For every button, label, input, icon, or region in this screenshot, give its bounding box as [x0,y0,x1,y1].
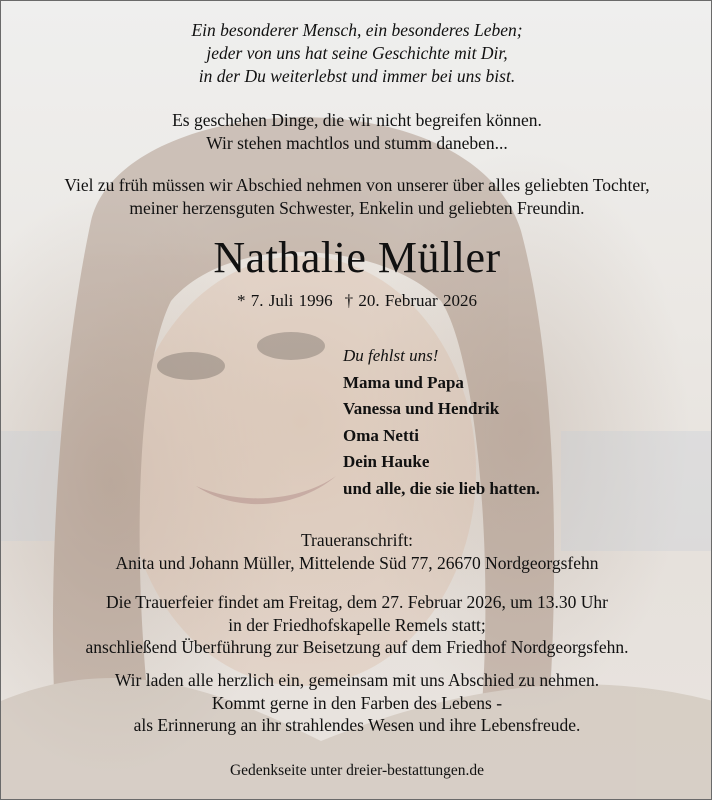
invite-line: als Erinnerung an ihr strahlendes Wesen und ihre Lebensfreude. [133,715,581,735]
invite-line: Wir laden alle herzlich ein, gemeinsam mit uns Abschied zu nehmen. [114,670,600,690]
invitation-paragraph [1,669,712,737]
life-dates [1,290,712,312]
address-text: Anita und Johann Müller, Mittelende Süd 77, 26670 Nordgeorgsfehn [115,553,599,573]
reflection-line: Es geschehen Dinge, die wir nicht begreifen können. [172,110,542,130]
ceremony-line: in der Friedhofskapelle Remels statt; [228,614,486,635]
mourners-intro: Du fehlst uns! [343,346,439,365]
deceased-name: Nathalie Müller [213,233,501,282]
ceremony-line: anschließend Überführung zur Beisetzung auf dem Friedhof Nordgeorgsfehn. [85,637,629,657]
reflection-paragraph [1,109,712,155]
mourner-name: Oma Netti [343,425,420,445]
mourner-name: Mama und Papa [343,372,464,392]
intro-line: in der Du weiterlebst und immer bei uns bist. [198,66,516,86]
mourner-name: Vanessa und Hendrik [343,399,500,418]
memorial-page-link[interactable]: Gedenkseite unter dreier-bestattungen.de [229,762,485,779]
address-label: Traueranschrift: [300,530,414,550]
mourning-address [1,529,712,575]
intro-poem [1,19,712,88]
farewell-paragraph [1,174,712,220]
invite-line: Kommt gerne in den Farben des Lebens - [211,692,503,713]
farewell-line: Viel zu früh müssen wir Abschied nehmen von unserer über alles geliebten Tochter, [64,175,650,195]
birth-date: * 7. Juli 1996 [237,291,333,310]
mourner-name: und alle, die sie lieb hatten. [343,478,540,498]
intro-line: jeder von uns hat seine Geschichte mit Dir, [206,43,508,63]
ceremony-line: Die Trauerfeier findet am Freitag, dem 27. Februar 2026, um 13.30 Uhr [105,592,609,612]
death-date: † 20. Februar 2026 [344,291,477,310]
farewell-line: meiner herzensguten Schwester, Enkelin und geliebten Freundin. [129,198,585,218]
ceremony-info [1,591,712,659]
intro-line: Ein besonderer Mensch, ein besonderes Leben; [191,20,523,40]
mourners-list [343,343,540,502]
reflection-line: Wir stehen machtlos und stumm daneben... [206,133,508,153]
mourner-name: Dein Hauke [343,452,430,471]
